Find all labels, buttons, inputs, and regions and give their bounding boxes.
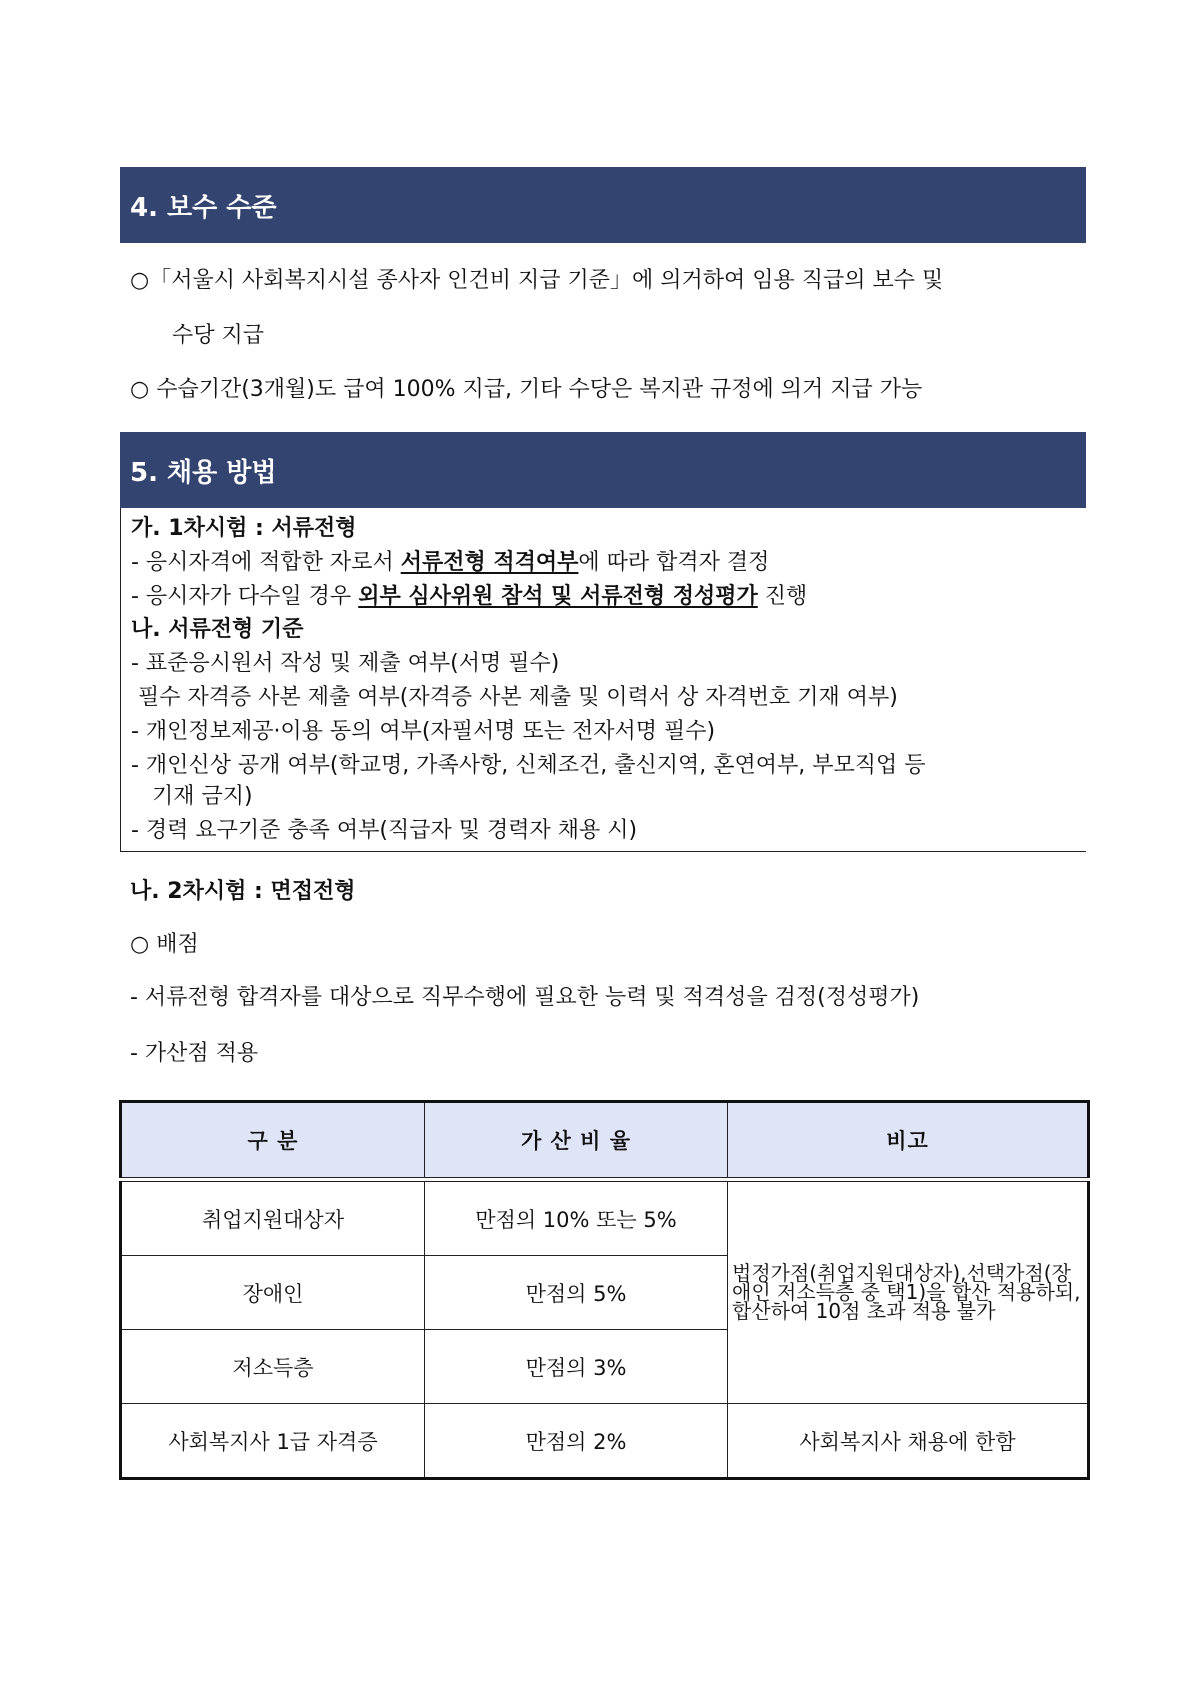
section-4-header [120,167,1086,243]
eligibility-emphasis: 서류전형 적격여부 [400,550,579,575]
table-header-cell: 구 분 [121,1102,425,1178]
salary-standard-text: ○「서울시 사회복지시설 종사자 인건비 지급 기준」에 의거하여 임용 직급의 보수 및 [130,268,944,293]
stage1-line1: - 응시자격에 적합한 자로서 서류전형 적격여부에 따라 합격자 결정 [131,550,770,575]
stage1-line2: - 응시자가 다수일 경우 외부 심사위원 참석 및 서류전형 정성평가 진행 [131,584,808,609]
rate-cell: 만점의 2% [425,1404,728,1479]
score-label: ○ 배점 [130,932,199,957]
merged-note-cell: 법정가점(취업지원대상자),선택가점(장애인 저소득층 중 택1)을 합산 적용하되, 합산하여 10점 초과 적용 불가 [728,1182,1089,1404]
criteria-item: 필수 자격증 사본 제출 여부(자격증 사본 제출 및 이력서 상 자격번호 기재 여부) [131,685,898,710]
category-cell: 장애인 [121,1256,425,1330]
document-screening-box [120,508,1086,852]
table-header-cell: 비고 [728,1102,1089,1178]
table-row [121,1182,1089,1256]
table-header-row [121,1102,1089,1178]
section-5-title: 5. 채용 방법 [130,457,277,488]
criteria-item: - 개인신상 공개 여부(학교명, 가족사항, 신체조건, 출신지역, 혼연여부, 부모직업 등 [131,753,926,778]
rate-cell: 만점의 3% [425,1330,728,1404]
category-cell: 취업지원대상자 [121,1182,425,1256]
stage2-title: 나. 2차시험 : 면접전형 [130,879,356,904]
section-5-header [120,432,1086,508]
table-row [121,1404,1089,1479]
rate-cell: 만점의 5% [425,1256,728,1330]
criteria-item: 기재 금지) [131,784,253,809]
section-4-title: 4. 보수 수준 [130,192,277,223]
probation-salary-text: ○ 수습기간(3개월)도 급여 100% 지급, 기타 수당은 복지관 규정에 의거 지급 가능 [130,377,923,402]
stage1-title: 가. 1차시험 : 서류전형 [131,516,357,541]
salary-standard-text-cont: 수당 지급 [172,323,265,348]
stage2-line1: - 서류전형 합격자를 대상으로 직무수행에 필요한 능력 및 적격성을 검정(정성평가) [130,985,920,1010]
note-cell: 사회복지사 채용에 한함 [728,1404,1089,1479]
external-review-emphasis: 외부 심사위원 참석 및 서류전형 정성평가 [358,584,758,609]
criteria-item: - 개인정보제공·이용 동의 여부(자필서명 또는 전자서명 필수) [131,719,716,744]
category-cell: 사회복지사 1급 자격증 [121,1404,425,1479]
category-cell: 저소득층 [121,1330,425,1404]
rate-cell: 만점의 10% 또는 5% [425,1182,728,1256]
criteria-title: 나. 서류전형 기준 [131,617,304,642]
criteria-item: - 표준응시원서 작성 및 제출 여부(서명 필수) [131,651,560,676]
table-header-cell: 가 산 비 율 [425,1102,728,1178]
stage2-line2: - 가산점 적용 [130,1041,259,1066]
bonus-points-table [119,1100,1090,1480]
criteria-item: - 경력 요구기준 충족 여부(직급자 및 경력자 채용 시) [131,818,638,843]
